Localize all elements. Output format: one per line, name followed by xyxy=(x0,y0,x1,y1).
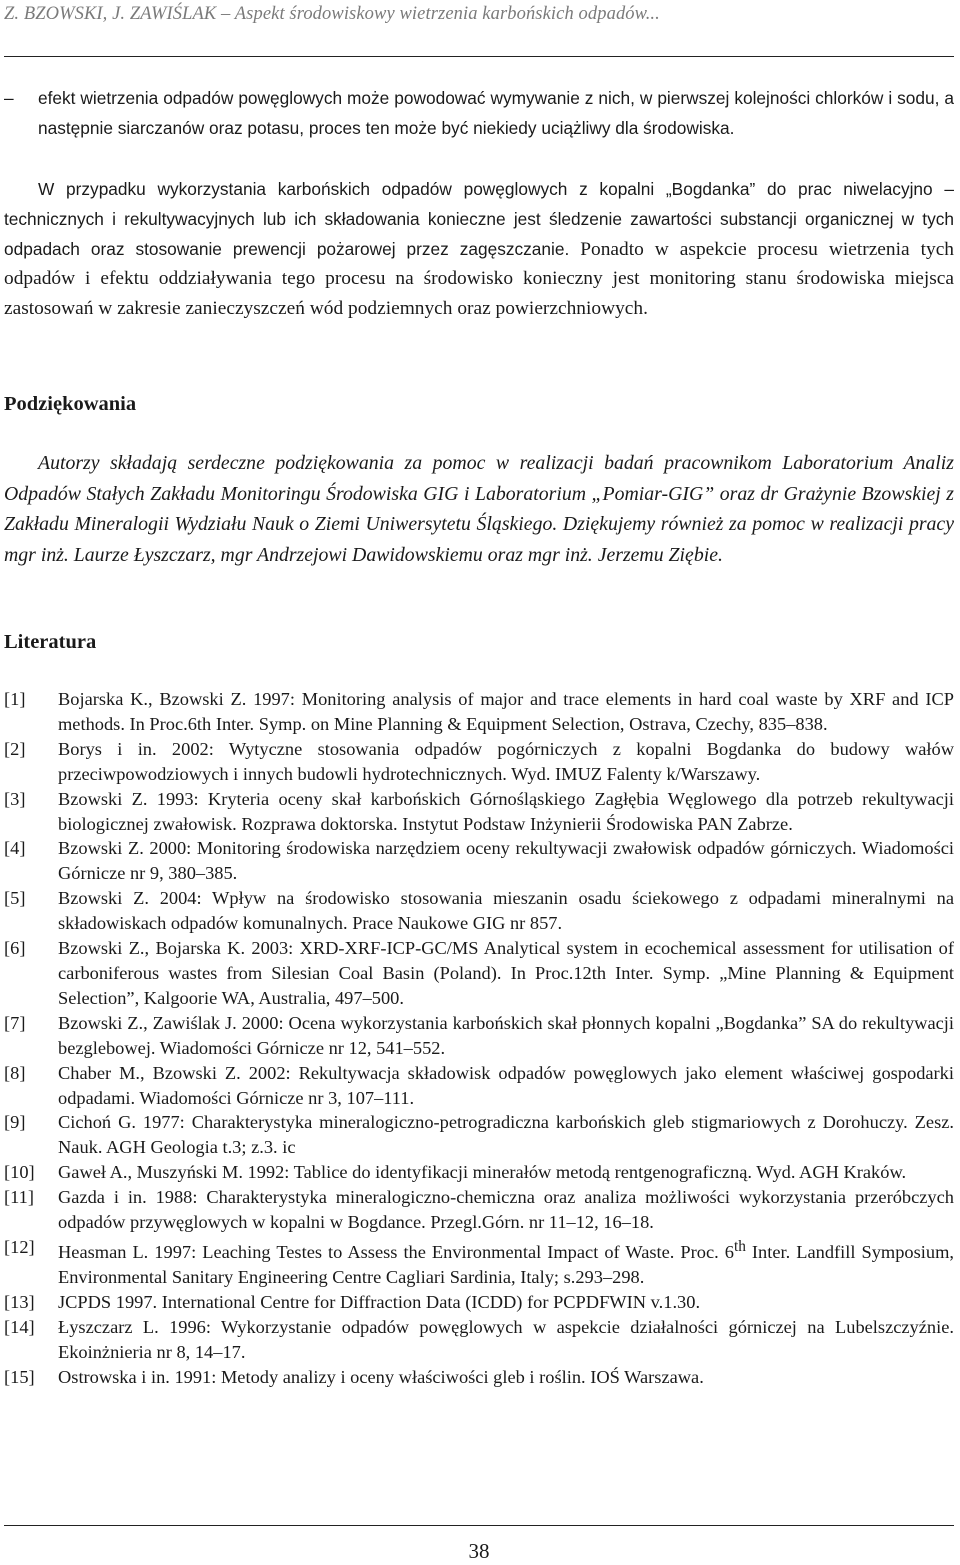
header-rule xyxy=(4,56,954,57)
reference-item xyxy=(4,836,954,886)
acknowledgements-text: Autorzy składają serdeczne podziękowania za pomoc w realizacji badań pracownikom Laboratorium Analiz Odpadów Stałych Zakładu Monitoringu Środowiska GIG i Laboratorium „Pomiar-GIG” oraz dr Grażynie Bzowskiej z Zakładu Mineralogii Wydziału Nauk o Ziemi Uniwersytetu Śląskiego. Dziękujemy również za pomoc w realizacji pracy mgr inż. Laurze Łyszczarz, mgr Andrzejowi Dawidowskiemu oraz mgr inż. Jerzemu Ziębie. xyxy=(4,452,954,566)
reference-number: [10] xyxy=(4,1162,35,1183)
reference-item xyxy=(4,737,954,787)
reference-number: [2] xyxy=(4,738,26,759)
reference-item xyxy=(4,1160,954,1185)
reference-number: [4] xyxy=(4,838,26,859)
reference-number: [12] xyxy=(4,1236,35,1257)
reference-item xyxy=(4,1185,954,1235)
reference-text: Łyszczarz L. 1996: Wykorzystanie odpadów powęglowych w aspekcie działalności górniczej na Lubelszczyźnie. Ekoinżnieria nr 8, 14–17. xyxy=(58,1316,954,1362)
body-paragraph xyxy=(4,175,954,324)
reference-number: [6] xyxy=(4,938,26,959)
reference-number: [11] xyxy=(4,1187,34,1208)
reference-item xyxy=(4,1011,954,1061)
reference-number: [1] xyxy=(4,689,26,709)
body-paragraph-main: W przypadku wykorzystania karbońskich odpadów powęglowych z kopalni „Bogdanka” do prac niwelacyjno – technicznych i rekultywacyjnych lub ich składowania konieczne jest śledzenie zawartości substancji organicznej w tych odpadach oraz stosowanie prewencji pożarowej przez zagęszczanie. xyxy=(4,179,954,259)
reference-item xyxy=(4,687,954,737)
reference-item xyxy=(4,1110,954,1160)
reference-text: Chaber M., Bzowski Z. 2002: Rekultywacja składowisk odpadów powęglowych jako element właściwej gospodarki odpadami. Wiadomości Górnicze nr 3, 107–111. xyxy=(58,1062,954,1108)
reference-number: [3] xyxy=(4,788,26,809)
reference-text: Borys i in. 2002: Wytyczne stosowania odpadów pogórniczych z kopalni Bogdanka do budowy wałów przeciwpowodziowych i innych budowli hydrotechnicznych. Wyd. IMUZ Falenty k/Warszawy. xyxy=(58,738,954,784)
body-paragraph-tail: Ponadto w aspekcie procesu wietrzenia tych odpadów i efektu oddziaływania tego procesu na środowisko konieczny jest monitoring stanu środowiska miejsca zastosowań w zakresie zanieczyszczeń wód podziemnych oraz powierzchniowych. xyxy=(4,238,954,320)
running-head: Z. BZOWSKI, J. ZAWIŚLAK – Aspekt środowiskowy wietrzenia karbońskich odpadów... xyxy=(4,4,660,24)
reference-number: [14] xyxy=(4,1316,35,1337)
reference-number: [7] xyxy=(4,1012,26,1033)
page-number: 38 xyxy=(468,1539,490,1563)
reference-superscript: th xyxy=(733,1237,746,1255)
reference-item xyxy=(4,787,954,837)
reference-number: [13] xyxy=(4,1291,35,1312)
footer-rule xyxy=(4,1525,954,1526)
reference-text: Bzowski Z. 2000: Monitoring środowiska narzędziem oceny rekultywacji zwałowisk odpadów górniczych. Wiadomości Górnicze nr 9, 380–385. xyxy=(58,838,954,884)
reference-number: [8] xyxy=(4,1062,26,1083)
reference-number: [15] xyxy=(4,1366,35,1387)
dash-list-item xyxy=(4,84,954,144)
reference-item xyxy=(4,1290,954,1315)
reference-text: Bzowski Z. 1993: Kryteria oceny skał karbońskich Górnośląskiego Zagłębia Węglowego dla potrzeb rekultywacji biologicznej zwałowisk. Rozprawa doktorska. Instytut Podstaw Inżynierii Środowiska PAN Zabrze. xyxy=(58,788,954,834)
reference-text: Bzowski Z., Bojarska K. 2003: XRD-XRF-ICP-GC/MS Analytical system in ecochemical assessment for utilisation of carboniferous wastes from Silesian Coal Basin (Poland). In Proc.12th Inter. Symp. „Mine Planning & Equipment Selection”, Kalgoorie WA, Australia, 497–500. xyxy=(58,938,954,1008)
reference-text: Bzowski Z. 2004: Wpływ na środowisko stosowania mieszanin osadu ściekowego z odpadami mineralnymi na składowiskach odpadów komunalnych. Prace Naukowe GIG nr 857. xyxy=(58,888,954,934)
reference-text: Cichoń G. 1977: Charakterystyka mineralogiczno-petrogradiczna karbońskich gleb stigmariowych z Dorohuczy. Zesz. Nauk. AGH Geologia t.3; z.3. ic xyxy=(58,1112,954,1158)
dash-bullet: – xyxy=(4,88,14,108)
reference-text-after: Inter. Landfill Symposium, Environmental Sanitary Engineering Centre Cagliari Sardinia, Italy; s.293–298. xyxy=(58,1242,954,1287)
dash-item-text: efekt wietrzenia odpadów powęglowych może powodować wymywanie z nich, w pierwszej kolejności chlorków i sodu, a następnie siarczanów oraz potasu, proces ten może być niekiedy uciążliwy dla środowiska. xyxy=(38,88,954,138)
reference-item xyxy=(4,1061,954,1111)
reference-text: Gaweł A., Muszyński M. 1992: Tablice do identyfikacji minerałów metodą rentgenograficzną. Wyd. AGH Kraków. xyxy=(58,1162,907,1183)
reference-item xyxy=(4,886,954,936)
reference-item xyxy=(4,1315,954,1365)
reference-text: JCPDS 1997. International Centre for Diffraction Data (ICDD) for PCPDFWIN v.1.30. xyxy=(58,1291,701,1312)
reference-text-before: Heasman L. 1997: Leaching Testes to Assess the Environmental Impact of Waste. Proc. 6 xyxy=(58,1242,734,1263)
acknowledgements-heading: Podziękowania xyxy=(4,393,137,415)
reference-text: Bojarska K., Bzowski Z. 1997: Monitoring analysis of major and trace elements in hard coal waste by XRF and ICP methods. In Proc.6th Inter. Symp. on Mine Planning & Equipment Selection, Ostrava, Czechy, 835–838. xyxy=(58,689,954,734)
reference-text: Bzowski Z., Zawiślak J. 2000: Ocena wykorzystania karbońskich skał płonnych kopalni „Bogdanka” SA do rekultywacji bezglebowej. Wiadomości Górnicze nr 12, 541–552. xyxy=(58,1012,954,1058)
reference-number: [5] xyxy=(4,888,26,909)
reference-list xyxy=(4,687,954,1390)
reference-text: Ostrowska i in. 1991: Metody analizy i oceny właściwości gleb i roślin. IOŚ Warszawa. xyxy=(58,1366,704,1387)
reference-item xyxy=(4,1235,954,1290)
reference-text: Gazda i in. 1988: Charakterystyka mineralogiczno-chemiczna oraz analiza możliwości wykorzystania przeróbczych odpadów przywęglowych w kopalni w Bogdance. Przegl.Górn. nr 11–12, 16–18. xyxy=(58,1187,954,1233)
reference-item xyxy=(4,1365,954,1390)
literature-heading: Literatura xyxy=(4,631,97,653)
reference-number: [9] xyxy=(4,1112,26,1133)
reference-item xyxy=(4,936,954,1011)
